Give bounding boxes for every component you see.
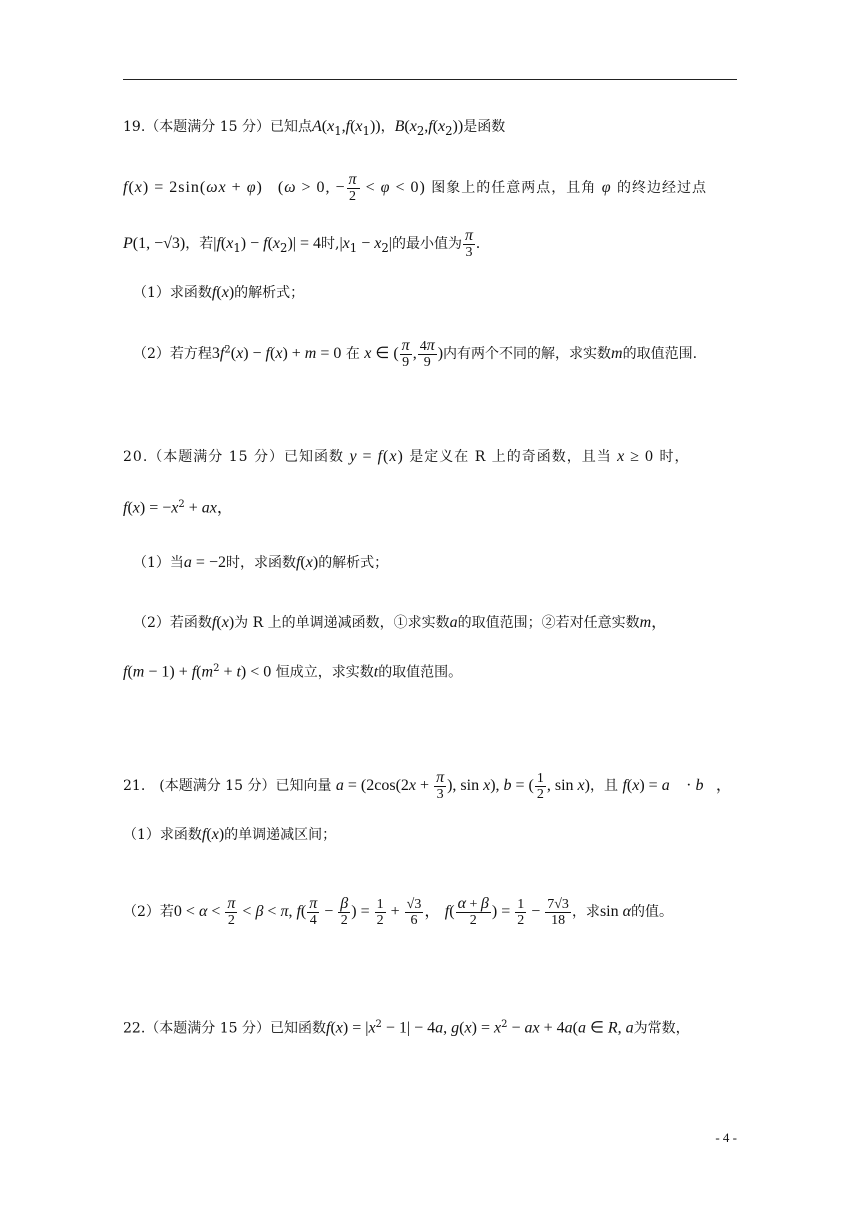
q21-h2: ，且 xyxy=(589,778,618,794)
q19-p1: （1）求函数 xyxy=(133,285,212,301)
q20-p3: 恒成立，求实数 xyxy=(275,664,374,681)
q19-p2d: 的取值范围. xyxy=(622,346,698,362)
q20-p1c: 的解析式； xyxy=(318,555,389,571)
header-rule xyxy=(123,79,737,80)
q20-part2: （2）若函数f(x)为 R 上的单调递减函数，①求实数a的取值范围；②若对任意实数m， xyxy=(133,614,668,631)
q21-frac-pi-4: $\frac{\pi}{4}$ xyxy=(309,895,318,928)
q19-p1b: 的解析式； xyxy=(234,285,305,301)
q20-p2b: 为 R 上的单调递减函数，①求实数 xyxy=(234,615,450,631)
q19-frac-pi-9: $\frac{\pi}{9}$ xyxy=(401,337,410,370)
q19-tail: 是函数 xyxy=(463,119,506,135)
q20-p3b: 的取值范围。 xyxy=(378,664,463,681)
q21-frac-1-2: $\frac{1}{2}$ xyxy=(536,770,544,802)
q19-part1: （1）求函数f(x)的解析式； xyxy=(133,284,305,301)
q20-h3: 时， xyxy=(659,449,690,465)
q21-frac-7sqrt3-18: $\frac{7√3}{18}$ xyxy=(547,896,569,928)
q20-formula-line: $f(x) = -x^2$ + ax， xyxy=(123,499,233,517)
q21-frac-ab-2: $\frac{\alpha + \beta}{2}$ xyxy=(457,895,489,928)
q20-p2c: 的取值范围；②若对任意实数 xyxy=(457,615,640,631)
q20-p2: （2）若函数 xyxy=(133,615,212,631)
q21-frac-1-2c: $\frac{1}{2}$ xyxy=(517,896,525,928)
q19-condition-line: P(1, −√3)，若$|f(x_1) - f(x_2)| = 4$时$,|x_1 - x_2|$的最小值为 $\frac{\pi}{3}$ . xyxy=(123,227,480,260)
q21-p2c: 的值。 xyxy=(631,904,674,920)
q19-p2c: 内有两个不同的解，求实数 xyxy=(443,346,612,362)
q19-frac-pi-3: $\frac{\pi}{3}$ xyxy=(464,227,473,260)
q21-part2: （2）若0 < α < $\frac{\pi}{2}$ < β < π, f( $\frac{\pi}{4}$ − $\frac{\beta}{2}$ ) = $\frac{1}{2}$ + $\frac{√3}{6}$ ， f( $\frac{\alpha + \beta}{2}$ ) = $\frac{1}{2}$ − $\frac{7√3}{18}$ ，求sin α的值。 xyxy=(123,895,674,928)
q19-frac-4pi-9: $\frac{4\pi}{9}$ xyxy=(419,337,435,370)
q19-part2: （2）若方程$3f^2(x) - f(x) + m = 0$ 在 x ∈ ( $\frac{\pi}{9}$ , $\frac{4\pi}{9}$ )内有两个不同的解，求实数m的取值范围. xyxy=(133,337,698,370)
page-number: - 4 - xyxy=(715,1130,737,1145)
q21-p1: （1）求函数 xyxy=(123,827,202,843)
q21-p2b: ，求 xyxy=(571,904,600,920)
q21-frac-beta-2: $\frac{\beta}{2}$ xyxy=(340,895,349,928)
q19-cond3: 的最小值为 xyxy=(391,236,462,252)
q21-frac-pi-3: $\frac{\pi}{3}$ xyxy=(436,769,445,802)
q19-header-line: 19.（本题满分 15 分）已知点$A(x_1,f(x_1))$，$B(x_2,f(x_2))$是函数 xyxy=(123,118,506,138)
q19-p2: （2）若方程 xyxy=(133,346,212,362)
q20-h2: 是定义在 R 上的奇函数，且当 xyxy=(409,449,612,465)
q19-p2b: 在 xyxy=(345,346,360,362)
q20-part1: （1）当a = −2时，求函数f(x)的解析式； xyxy=(133,554,389,571)
q21-p1b: 的单调递减区间； xyxy=(224,827,337,843)
q20-p1b: 时，求函数 xyxy=(225,555,296,571)
q21-header: 21. (本题满分 15 分）已知向量 xyxy=(123,778,332,794)
q22-header-line: 22.（本题满分 15 分）已知函数$f(x) = |x^2 - 1| - 4a$, $g(x) = x^2$ − ax + 4a(a ∈ R, a为常数， xyxy=(123,1019,690,1037)
q19-frac-pi-2: $\frac{\pi}{2}$ xyxy=(348,171,358,204)
q21-header-line: 21. (本题满分 15 分）已知向量 a = (2cos(2x + $\frac{\pi}{3}$ ), sin x), b = ( $\frac{1}{2}$ , sin x)，且 f(x) = a⃗ · b⃗， xyxy=(123,769,732,802)
q22-h2: 为常数， xyxy=(633,1020,690,1037)
q19-mid2: 的终边经过点 xyxy=(617,180,708,196)
q19-cond2: 时, xyxy=(321,236,340,252)
q21-p2: （2）若 xyxy=(123,904,174,920)
q20-part3: $f(m - 1) + f(m^2 + t) < 0$ 恒成立，求实数t的取值范围。 xyxy=(123,663,463,681)
q20-header: 20.（本题满分 15 分）已知函数 xyxy=(123,449,344,465)
q19-function-line: f(x) = 2sin(ωx + φ) (ω > 0, − $\frac{\pi}{2}$ < φ < 0) 图象上的任意两点，且角 φ 的终边经过点 xyxy=(123,171,708,204)
q21-part1: （1）求函数f(x)的单调递减区间； xyxy=(123,826,337,843)
q19-cond: ，若 xyxy=(185,236,214,252)
q20-header-line: 20.（本题满分 15 分）已知函数 y = f(x) 是定义在 R 上的奇函数，且当 x ≥ 0 时， xyxy=(123,448,690,465)
q19-header: 19.（本题满分 15 分）已知点 xyxy=(123,119,312,135)
q21-frac-pi-2: $\frac{\pi}{2}$ xyxy=(227,895,236,928)
q20-p1: （1）当 xyxy=(133,555,184,571)
q19-mid: 图象上的任意两点，且角 xyxy=(431,180,597,196)
q21-frac-sqrt3-6: $\frac{√3}{6}$ xyxy=(406,896,422,928)
q21-frac-1-2b: $\frac{1}{2}$ xyxy=(376,896,384,928)
q22-header: 22.（本题满分 15 分）已知函数 xyxy=(123,1020,326,1037)
